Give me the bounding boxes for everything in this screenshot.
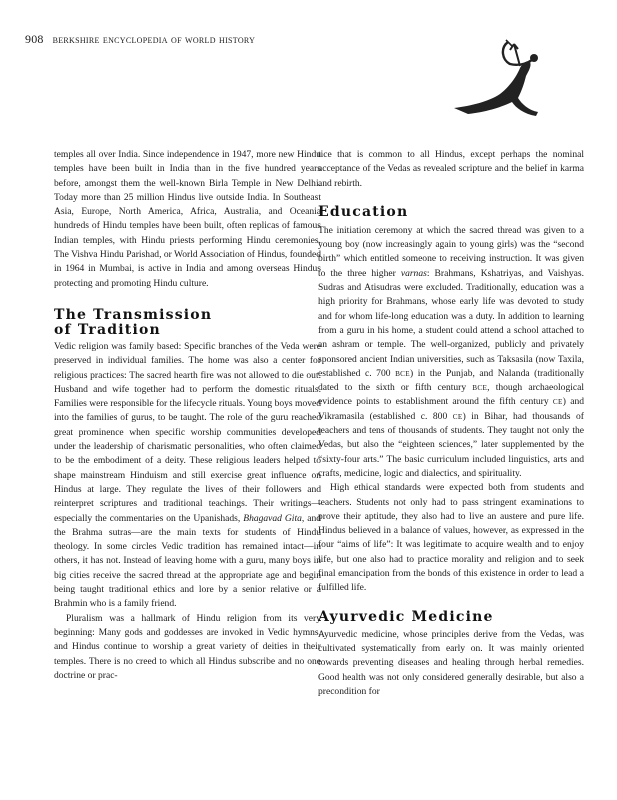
heading-ayurvedic: Ayurvedic Medicine	[318, 608, 494, 625]
era-abbrev: CE	[452, 412, 463, 421]
paragraph	[54, 340, 321, 612]
italic-term: varnas	[400, 267, 427, 279]
text-run: ) in Bihar, had thousands of teachers and tens of thousands of students. They taught not only the Vedas, but also the “eighteen sciences,” later supplemented by the “sixty-four arts.” The basic curriculum included linguistics, arts and crafts, medicine, logic and dialectics, and spirituality.	[318, 410, 584, 479]
heading-transmission	[54, 308, 321, 338]
heading-education: Education	[318, 203, 409, 220]
era-abbrev: BCE	[395, 369, 410, 378]
era-abbrev: BCE	[472, 384, 488, 393]
text-run: Vedic religion was family based: Specific branches of the Veda were preserved in individual families. The home was also a center for religious practices: The sacred hearth fire was not allowed to die out. Husband and wife together had to perform the domestic rituals. Families were responsible for the lifecycle rituals. Young boys moved into the families of gurus, to be taught. The role of the guru reached great prominence when specific worship communities developed under the leadership of charismatic personalities, who often claimed to be the embodiment of a deity. These religious leaders helped to shape mainstream Hinduism and still exercise great influence on Hindus at large. They regulate the lives of their followers and reinterpret scriptures and traditional teachings. Their writings—especially the commentaries on the Upanishads,	[54, 340, 321, 524]
left-column	[54, 148, 321, 683]
paragraph	[318, 224, 584, 481]
text-run: : Brahmans, Kshatriyas, and Vaishyas. Sudras and Atisudras were excluded. Traditionally, education was a high priority for Brahmans, whose early life was devoted to study and for whom life-long education was a duty. In addition to learning from a guru in his home, a student could attend a school attached to an ashram or temple. The well-organized, publicly and privately sponsored ancient Indian universities, such as Taksasila (now Taxila, established c. 700	[318, 267, 584, 379]
italic-title: Bhagavad Gita	[243, 512, 302, 524]
era-abbrev: CE	[552, 398, 563, 407]
running-title: berkshire encyclopedia of world history	[52, 34, 256, 46]
page-number: 908	[25, 32, 44, 46]
paragraph: temples all over India. Since independence in 1947, more new Hindu temples have been built in India than in the five hundred years before, amongst them the well-known Birla Temple in New Delhi. Today more than 25 million Hindus live outside India. In Southeast Asia, Europe, North America, Africa, Australia, and Oceania hundreds of Hindu temples have been built, often replicas of famous Indian temples, with Hindu priests performing Hindu ceremonies. The Vishva Hindu Parishad, or World Association of Hindus, founded in 1964 in Mumbai, is active in India and among overseas Hindus protecting and promoting Hindu culture.	[54, 149, 321, 289]
running-head	[25, 32, 255, 47]
heading-line: The Transmission	[54, 306, 213, 323]
text-run: ) and Vikramasila (established c. 800	[318, 396, 584, 422]
text-run: , and the Brahma sutras—are the main texts for students of Hindu theology. In some circles Vedic tradition has remained intact—in others, it has not. Instead of leaving home with a guru, many boys in big cities receive the sacred thread at the appropriate age and begin being taught traditional ethics and lore by a senior relative or a Brahmin who is a family friend.	[54, 512, 321, 610]
text-run: ) in the Punjab, and Nalanda (traditionally dated to the sixth or fifth century	[318, 367, 584, 394]
right-column	[318, 148, 584, 699]
paragraph: Ayurvedic medicine, whose principles derive from the Vedas, was cultivated systematically from early on. It was mainly oriented towards preventing diseases and healing through herbal remedies. Good health was not only considered generally desirable, but also a precondition for	[318, 628, 584, 697]
paragraph: Pluralism was a hallmark of Hindu religion from its very beginning: Many gods and goddesses are invoked in Vedic hymns, and Hindus continue to worship a great variety of deities in their temples. There is no creed to which all Hindus subscribe and no one doctrine or prac-	[54, 612, 321, 681]
archer-emblem-icon	[448, 38, 548, 120]
text-run: , though archaeological evidence points to establishment around the fifth century	[318, 382, 584, 408]
paragraph: High ethical standards were expected both from students and teachers. Students not only had to pass stringent examinations to prove their aptitude, they also had to live an austere and pure life. Hindus believed in a balance of values, however, as expressed in the four “aims of life”: It was legitimate to acquire wealth and to enjoy life, but one also had to practice morality and religion and to seek final emancipation from the bonds of this existence in order to lead a fulfilled life.	[318, 482, 584, 594]
paragraph: tice that is common to all Hindus, except perhaps the nominal acceptance of the Vedas as revealed scripture and the belief in karma and rebirth.	[318, 149, 584, 189]
text-run: The initiation ceremony at which the sacred thread was given to a young boy (now increasingly again to young girls) was the “second birth” which entitled someone to receiving instruction. It was given to the three higher	[318, 224, 584, 279]
heading-line: of Tradition	[54, 321, 161, 338]
